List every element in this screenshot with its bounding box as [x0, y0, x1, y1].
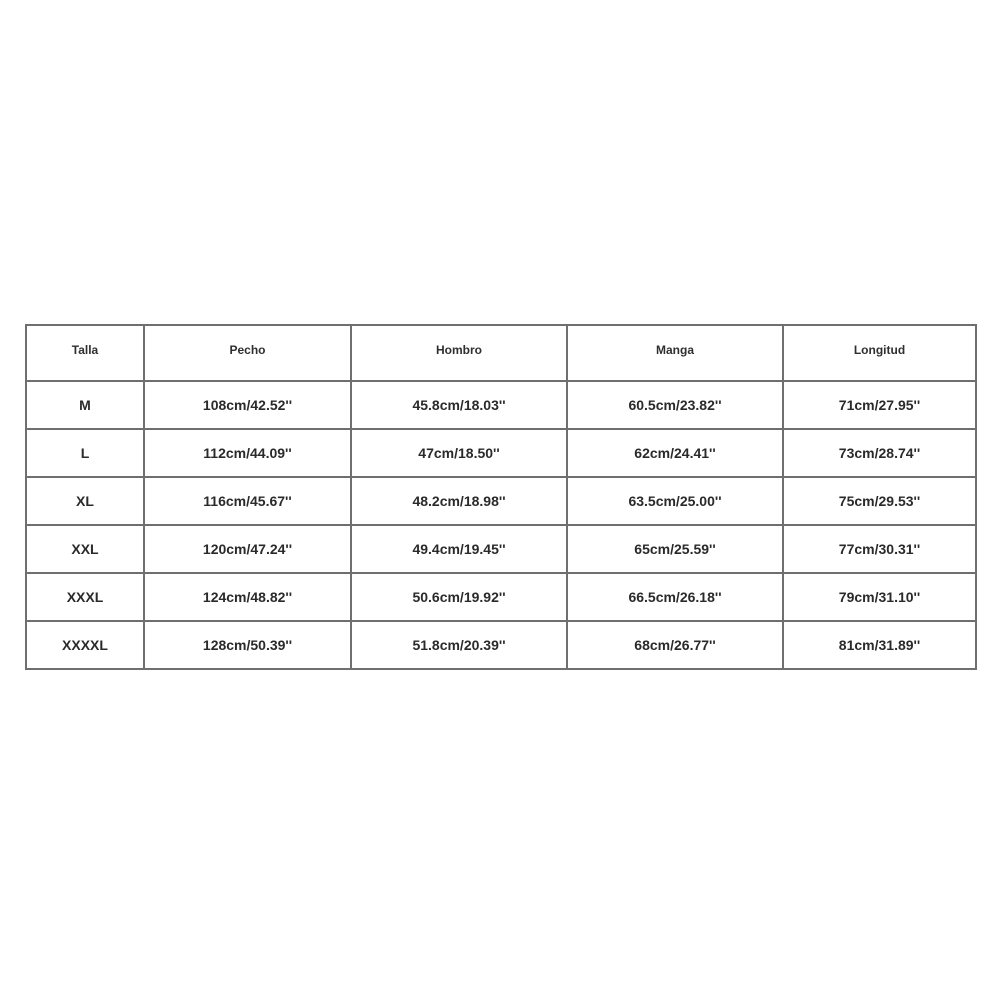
chest-cell: 124cm/48.82'' [144, 573, 351, 621]
sleeve-cell: 66.5cm/26.18'' [567, 573, 783, 621]
size-chart-table [25, 324, 977, 670]
chest-cell: 120cm/47.24'' [144, 525, 351, 573]
size-cell: XXL [26, 525, 144, 573]
size-cell: XXXXL [26, 621, 144, 669]
sleeve-cell: 68cm/26.77'' [567, 621, 783, 669]
chest-cell: 128cm/50.39'' [144, 621, 351, 669]
shoulder-cell: 49.4cm/19.45'' [351, 525, 567, 573]
header-longitud: Longitud [783, 325, 976, 381]
shoulder-cell: 48.2cm/18.98'' [351, 477, 567, 525]
size-cell: L [26, 429, 144, 477]
table-body [26, 381, 976, 669]
length-cell: 81cm/31.89'' [783, 621, 976, 669]
shoulder-cell: 47cm/18.50'' [351, 429, 567, 477]
table-header [26, 325, 976, 381]
table-row [26, 573, 976, 621]
table-row [26, 621, 976, 669]
header-row [26, 325, 976, 381]
sleeve-cell: 63.5cm/25.00'' [567, 477, 783, 525]
sleeve-cell: 62cm/24.41'' [567, 429, 783, 477]
chest-cell: 108cm/42.52'' [144, 381, 351, 429]
header-talla: Talla [26, 325, 144, 381]
table-row [26, 477, 976, 525]
sleeve-cell: 60.5cm/23.82'' [567, 381, 783, 429]
table-row [26, 429, 976, 477]
shoulder-cell: 51.8cm/20.39'' [351, 621, 567, 669]
shoulder-cell: 45.8cm/18.03'' [351, 381, 567, 429]
size-cell: XXXL [26, 573, 144, 621]
table-row [26, 381, 976, 429]
length-cell: 77cm/30.31'' [783, 525, 976, 573]
size-cell: XL [26, 477, 144, 525]
length-cell: 73cm/28.74'' [783, 429, 976, 477]
chest-cell: 112cm/44.09'' [144, 429, 351, 477]
length-cell: 71cm/27.95'' [783, 381, 976, 429]
table-row [26, 525, 976, 573]
length-cell: 75cm/29.53'' [783, 477, 976, 525]
header-manga: Manga [567, 325, 783, 381]
sleeve-cell: 65cm/25.59'' [567, 525, 783, 573]
header-pecho: Pecho [144, 325, 351, 381]
length-cell: 79cm/31.10'' [783, 573, 976, 621]
chest-cell: 116cm/45.67'' [144, 477, 351, 525]
size-cell: M [26, 381, 144, 429]
shoulder-cell: 50.6cm/19.92'' [351, 573, 567, 621]
header-hombro: Hombro [351, 325, 567, 381]
